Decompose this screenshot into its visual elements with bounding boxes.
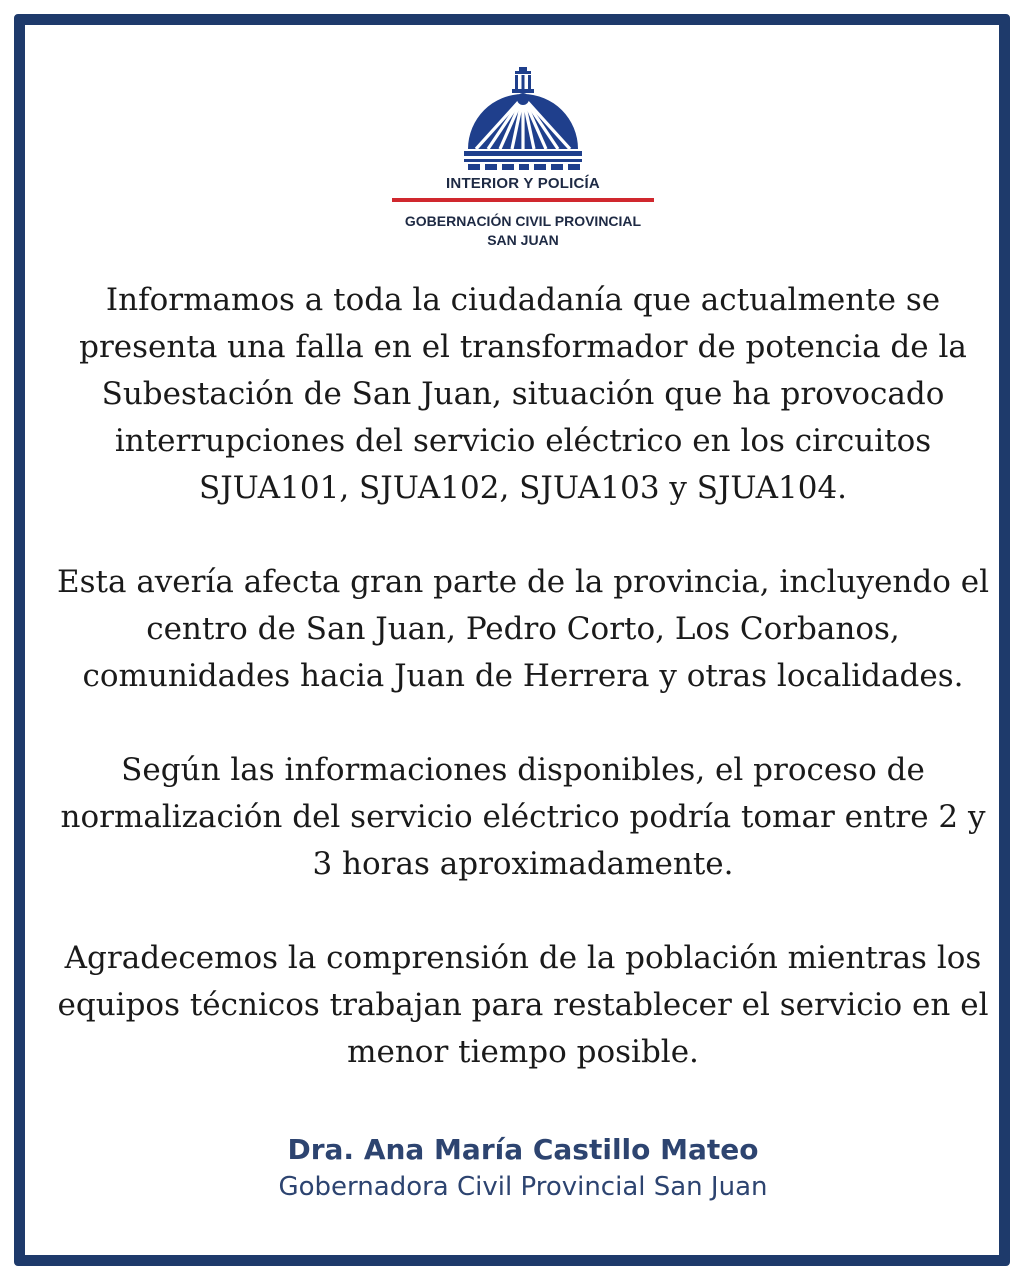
paragraph-affected-areas: Esta avería afecta gran parte de la provincia, incluyendo el centro de San Juan, Pedro Corto, Los Corbanos, comunidades hacia Juan de Herrera y otras localidades.	[56, 564, 989, 694]
notice-body	[49, 277, 997, 1123]
paragraph-restoration-time: Según las informaciones disponibles, el proceso de normalización del servicio eléctrico podría tomar entre 2 y 3 horas aproximadamente.	[60, 752, 986, 882]
capitol-dome-icon	[458, 65, 588, 173]
paragraph-outage: Informamos a toda la ciudadanía que actualmente se presenta una falla en el transformador de potencia de la Subestación de San Juan, situación que ha provocado interrupciones del servicio eléctrico en los circuitos SJUA101, SJUA102, SJUA103 y SJUA104.	[79, 282, 967, 506]
red-divider	[392, 198, 654, 202]
notice-frame	[14, 14, 1010, 1266]
office-name: GOBERNACIÓN CIVIL PROVINCIAL	[404, 213, 642, 229]
signer-name: Dra. Ana María Castillo Mateo	[287, 1133, 759, 1166]
header-logo	[25, 65, 1021, 250]
ministry-name: INTERIOR Y POLICÍA	[446, 175, 600, 192]
signer-title: Gobernadora Civil Provincial San Juan	[278, 1172, 768, 1202]
signature-block	[25, 1131, 1021, 1205]
paragraph-thanks: Agradecemos la comprensión de la población mientras los equipos técnicos trabajan para restablecer el servicio en el menor tiempo posible.	[57, 940, 989, 1070]
office-location: SAN JUAN	[487, 232, 559, 248]
